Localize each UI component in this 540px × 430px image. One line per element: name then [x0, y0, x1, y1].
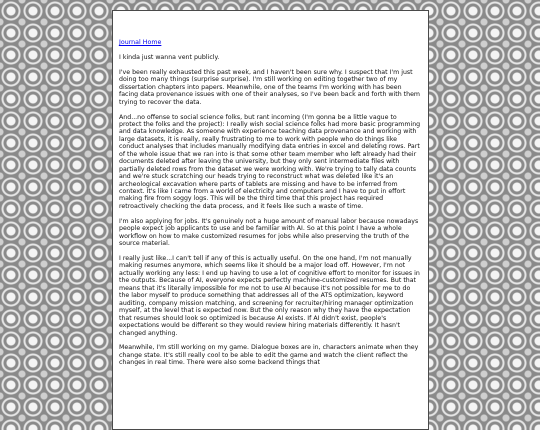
- journal-paragraph: And...no offense to social science folks, but rant incoming (I'm gonna be a little vague to protect the folks and the project): I really wish social science folks had more basic programming and data knowledge. As someone with experience teaching data provenance and working with large datasets, it is really, really frustrating to me to work with people who do things like conduct analyses that includes manually modifying data entries in excel and deleting rows. Part of the whole issue that we ran into is that some other team member who left already had their documents deleted after leaving the university, but they only sent intermediate files with partially deleted rows from the dataset we were working with. We're trying to tally data counts and we're stuck scratching our heads trying to reconstruct what was deleted like it's an archeological excavation where parts of tablets are missing and have to be inferred from context. It's like I came from a world of electricity and computers and I have to put in effort making fire from soggy logs. This will be the third time that this project has required retroactively checking the data process, and it feels like such a waste of time.: [119, 113, 421, 210]
- journal-paragraph: I'm also applying for jobs. It's genuinely not a huge amount of manual labor because nowadays people expect job applicants to use and be familiar with AI. So at this point I have a whole workflow on how to make customized resumes for jobs while also preserving the truth of the source material.: [119, 217, 419, 248]
- journal-paragraph: I kinda just wanna vent publicly.: [119, 54, 220, 61]
- journal-paragraph: I've been really exhausted this past week, and I haven't been sure why. I suspect that I'm just doing too many things (surprise surprise). I'm still working on editing together two of my dissertation chapters into papers. Meanwhile, one of the teams I'm working with has been facing data provenance issues with one of their analyses, so I've been back and forth with them trying to recover the data.: [119, 68, 421, 106]
- journal-paragraph: I really just like...I can't tell if any of this is actually useful. On the one hand, I'm not manually making resumes anymore, which seems like it should be a major load off. However, I'm not actually working any less: I end up having to use a lot of cognitive effort to monitor for issues in the outputs. Because of AI, everyone expects perfectly machine-customized resumes. But that means that it's literally impossible for me not to use AI because it's not possible for me to do the labor myself to produce something that addresses all of the ATS optimization, keyword auditing, company mission matching, and screening for recruiter/hiring manager optimization myself, at the level that is expected now. But the only reason why they have the expectation that resumes should look so optimized is because AI exists. If AI didn't exist, people's expectations would be different so they would review hiring materials differently. It hasn't changed anything.: [119, 254, 420, 337]
- journal-page: [112, 10, 429, 430]
- journal-home-link[interactable]: Journal Home: [119, 39, 162, 46]
- journal-paragraph: Meanwhile, I'm still working on my game. Dialogue boxes are in, characters animate when they change state. It's still really cool to be able to edit the game and watch the client reflect the changes in real time. There were also some backend things that: [119, 344, 419, 367]
